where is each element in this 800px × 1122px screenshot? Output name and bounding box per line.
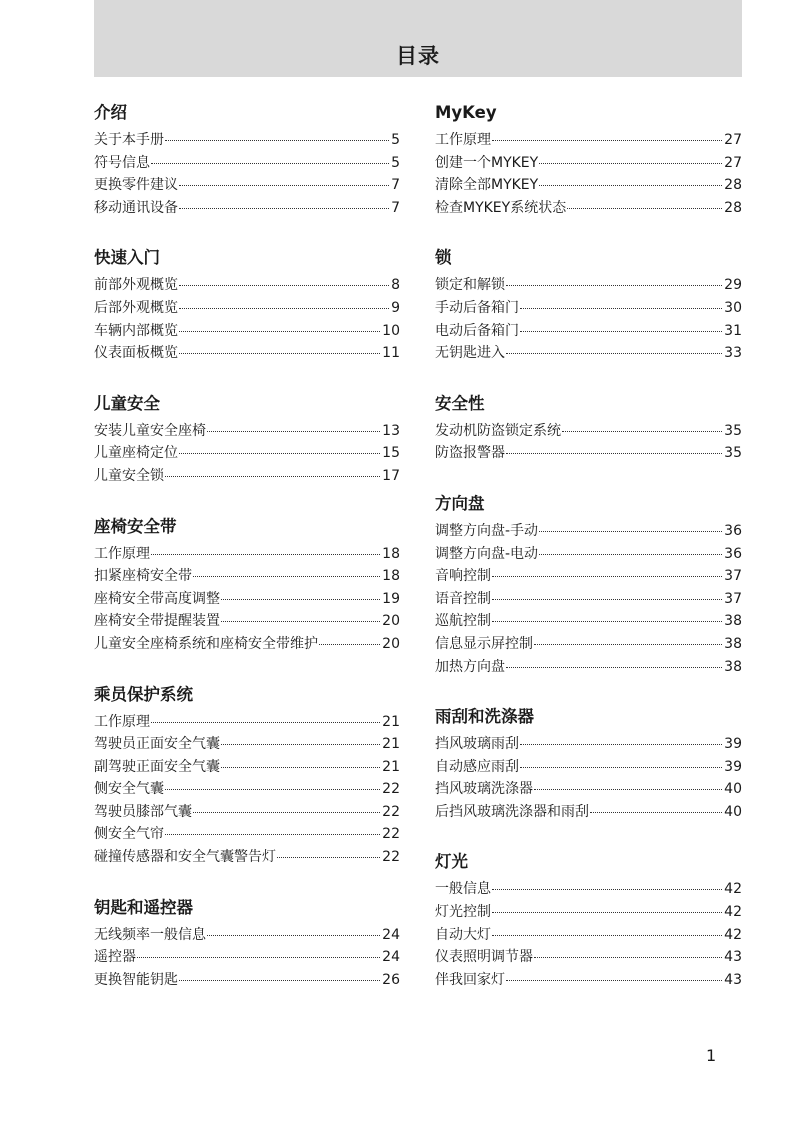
toc-entry-label: 更换智能钥匙 — [94, 971, 178, 988]
toc-entry-page: 21 — [382, 758, 400, 775]
toc-entry-page: 40 — [724, 803, 742, 820]
toc-entry[interactable] — [94, 633, 400, 656]
toc-entry[interactable] — [94, 342, 400, 365]
dot-leader — [492, 576, 722, 577]
section-title: 雨刮和洗涤器 — [435, 707, 534, 727]
toc-entry-page: 31 — [724, 322, 742, 339]
dot-leader — [539, 554, 722, 555]
toc-entry-page: 7 — [391, 177, 400, 194]
toc-entry[interactable] — [435, 969, 742, 992]
dot-leader — [506, 453, 722, 454]
toc-entry-label: 伴我回家灯 — [435, 971, 505, 988]
dot-leader — [179, 308, 389, 309]
toc-entry[interactable] — [94, 733, 400, 756]
toc-section — [435, 707, 742, 823]
toc-entry-label: 碰撞传感器和安全气囊警告灯 — [94, 849, 276, 866]
toc-entry-label: 锁定和解锁 — [435, 277, 505, 294]
dot-leader — [179, 208, 389, 209]
toc-entry[interactable] — [94, 297, 400, 320]
toc-entry-page: 15 — [382, 445, 400, 462]
dot-leader — [193, 576, 380, 577]
toc-entry-page: 38 — [724, 613, 742, 630]
toc-entry-page: 19 — [382, 590, 400, 607]
dot-leader — [539, 531, 722, 532]
toc-entry-label: 仪表照明调节器 — [435, 949, 533, 966]
dot-leader — [520, 331, 722, 332]
dot-leader — [492, 935, 722, 936]
toc-entry[interactable] — [94, 756, 400, 779]
section-gap — [94, 869, 400, 898]
toc-entry[interactable] — [94, 442, 400, 465]
dot-leader — [492, 912, 722, 913]
toc-entry[interactable] — [435, 656, 742, 679]
section-gap — [94, 488, 400, 517]
section-gap — [94, 365, 400, 394]
dot-leader — [221, 767, 380, 768]
toc-section — [435, 103, 742, 219]
dot-leader — [539, 163, 722, 164]
dot-leader — [506, 667, 722, 668]
toc-entry-page: 27 — [724, 154, 742, 171]
dot-leader — [492, 621, 722, 622]
toc-entry[interactable] — [435, 565, 742, 588]
toc-entry-page: 35 — [724, 422, 742, 439]
toc-entry-label: 检查MYKEY系统状态 — [435, 199, 567, 216]
toc-entry-label: 语音控制 — [435, 590, 491, 607]
toc-entry-page: 22 — [382, 826, 400, 843]
toc-entry[interactable] — [94, 946, 400, 969]
dot-leader — [221, 599, 380, 600]
toc-entry-page: 38 — [724, 635, 742, 652]
toc-entry-label: 仪表面板概览 — [94, 345, 178, 362]
dot-leader — [520, 744, 722, 745]
toc-entry[interactable] — [94, 565, 400, 588]
page-number: 1 — [706, 1046, 717, 1065]
toc-entry-page: 39 — [724, 736, 742, 753]
toc-entry[interactable] — [435, 297, 742, 320]
toc-entry-page: 18 — [382, 545, 400, 562]
toc-entry-label: 工作原理 — [435, 132, 491, 148]
dot-leader — [539, 185, 722, 186]
toc-entry-label: 侧安全气帘 — [94, 826, 164, 843]
dot-leader — [179, 353, 380, 354]
toc-section — [435, 248, 742, 364]
toc-entry[interactable] — [435, 543, 742, 566]
toc-entry[interactable] — [435, 610, 742, 633]
toc-entry[interactable] — [435, 901, 742, 924]
dot-leader — [520, 308, 722, 309]
toc-entry[interactable] — [94, 924, 400, 947]
toc-entry-label: 调整方向盘-手动 — [435, 522, 539, 539]
toc-entry-page: 39 — [724, 758, 742, 775]
dot-leader — [151, 163, 389, 164]
dot-leader — [221, 621, 380, 622]
section-title: 座椅安全带 — [94, 516, 177, 536]
dot-leader — [165, 789, 380, 790]
toc-entry[interactable] — [94, 320, 400, 343]
toc-left-column — [94, 103, 400, 991]
toc-entry-label: 移动通讯设备 — [94, 199, 178, 216]
section-title: 灯光 — [435, 852, 468, 872]
toc-entry[interactable] — [94, 588, 400, 611]
toc-entry[interactable] — [435, 152, 742, 175]
section-gap — [435, 678, 742, 707]
dot-leader — [567, 208, 722, 209]
toc-entry-label: 加热方向盘 — [435, 658, 505, 675]
section-gap — [435, 219, 742, 248]
toc-entry-page: 37 — [724, 568, 742, 585]
toc-entry-label: 座椅安全带提醒装置 — [94, 613, 220, 630]
toc-entry[interactable] — [435, 633, 742, 656]
toc-entry-page: 42 — [724, 881, 742, 898]
section-title: 锁 — [435, 248, 452, 268]
toc-entry-label: 儿童座椅定位 — [94, 445, 178, 462]
toc-entry-label: 挡风玻璃雨刮 — [435, 736, 519, 753]
dot-leader — [165, 140, 389, 141]
toc-entry[interactable] — [435, 274, 742, 297]
toc-entry-label: 自动感应雨刮 — [435, 758, 519, 775]
dot-leader — [277, 857, 380, 858]
toc-entry-label: 音响控制 — [435, 568, 491, 585]
toc-entry[interactable] — [435, 442, 742, 465]
toc-entry-page: 29 — [724, 277, 742, 294]
toc-entry-page: 26 — [382, 971, 400, 988]
section-gap — [435, 465, 742, 494]
toc-section — [94, 685, 400, 869]
toc-entry-label: 驾驶员膝部气囊 — [94, 803, 192, 820]
toc-entry-page: 43 — [724, 949, 742, 966]
toc-entry-page: 24 — [382, 926, 400, 943]
section-title: 快速入门 — [94, 248, 160, 268]
toc-entry[interactable] — [94, 610, 400, 633]
page-title: 目录 — [396, 44, 440, 68]
toc-entry[interactable] — [94, 174, 400, 197]
dot-leader — [506, 980, 722, 981]
toc-entry[interactable] — [94, 969, 400, 992]
toc-entry-label: 无线频率一般信息 — [94, 926, 206, 943]
toc-entry-label: 驾驶员正面安全气囊 — [94, 736, 220, 753]
toc-entry-page: 20 — [382, 635, 400, 652]
toc-entry[interactable] — [435, 801, 742, 824]
toc-entry-page: 28 — [724, 199, 742, 216]
toc-entry[interactable] — [94, 778, 400, 801]
header-banner — [94, 0, 742, 77]
toc-entry-page: 22 — [382, 849, 400, 866]
toc-entry-label: 巡航控制 — [435, 613, 491, 630]
dot-leader — [590, 812, 722, 813]
section-gap — [435, 823, 742, 852]
dot-leader — [179, 980, 380, 981]
dot-leader — [506, 353, 722, 354]
toc-entry-page: 42 — [724, 904, 742, 921]
toc-entry-label: 扣紧座椅安全带 — [94, 568, 192, 585]
toc-entry-page: 21 — [382, 713, 400, 730]
toc-entry-label: 前部外观概览 — [94, 277, 178, 294]
section-title: 乘员保护系统 — [94, 684, 193, 704]
section-title: 钥匙和遥控器 — [94, 897, 193, 917]
toc-entry-page: 13 — [382, 422, 400, 439]
toc-entry[interactable] — [94, 823, 400, 846]
dot-leader — [179, 185, 389, 186]
section-title: 方向盘 — [435, 493, 485, 513]
toc-entry-page: 36 — [724, 522, 742, 539]
toc-entry-label: 工作原理 — [94, 713, 150, 730]
toc-entry[interactable] — [435, 420, 742, 443]
toc-entry-page: 35 — [724, 445, 742, 462]
toc-entry[interactable] — [435, 520, 742, 543]
toc-entry-page: 5 — [391, 154, 400, 171]
dot-leader — [534, 644, 722, 645]
dot-leader — [506, 285, 722, 286]
toc-entry-page: 5 — [391, 132, 400, 148]
toc-entry-page: 21 — [382, 736, 400, 753]
toc-entry-page: 27 — [724, 132, 742, 148]
toc-entry-label: 工作原理 — [94, 545, 150, 562]
toc-entry[interactable] — [435, 197, 742, 220]
toc-entry[interactable] — [94, 420, 400, 443]
toc-entry-page: 18 — [382, 568, 400, 585]
toc-entry[interactable] — [435, 342, 742, 365]
dot-leader — [562, 431, 722, 432]
toc-entry-label: 安装儿童安全座椅 — [94, 422, 206, 439]
toc-right-column — [435, 103, 742, 991]
toc-entry-label: 后挡风玻璃洗涤器和雨刮 — [435, 803, 589, 820]
dot-leader — [179, 285, 389, 286]
toc-entry-label: 防盗报警器 — [435, 445, 505, 462]
dot-leader — [193, 812, 380, 813]
toc-entry-label: 儿童安全锁 — [94, 467, 164, 484]
toc-entry-page: 36 — [724, 545, 742, 562]
toc-section — [435, 494, 742, 678]
toc-entry-page: 37 — [724, 590, 742, 607]
toc-entry-page: 38 — [724, 658, 742, 675]
toc-entry[interactable] — [435, 588, 742, 611]
toc-entry-label: 挡风玻璃洗涤器 — [435, 781, 533, 798]
toc-entry[interactable] — [435, 129, 742, 152]
toc-entry-label: 无钥匙进入 — [435, 345, 505, 362]
toc-entry-label: 自动大灯 — [435, 926, 491, 943]
toc-entry[interactable] — [94, 197, 400, 220]
dot-leader — [319, 644, 380, 645]
toc-entry-page: 9 — [391, 299, 400, 316]
toc-entry-label: 车辆内部概览 — [94, 322, 178, 339]
toc-entry[interactable] — [435, 756, 742, 779]
toc-entry[interactable] — [435, 878, 742, 901]
toc-entry-page: 24 — [382, 949, 400, 966]
toc-entry[interactable] — [435, 924, 742, 947]
dot-leader — [165, 834, 380, 835]
dot-leader — [151, 722, 380, 723]
dot-leader — [207, 935, 380, 936]
toc-entry-page: 17 — [382, 467, 400, 484]
toc-entry-page: 22 — [382, 803, 400, 820]
dot-leader — [534, 789, 722, 790]
section-title: 儿童安全 — [94, 393, 160, 413]
toc-entry-label: 侧安全气囊 — [94, 781, 164, 798]
toc-entry[interactable] — [435, 778, 742, 801]
toc-entry[interactable] — [435, 946, 742, 969]
toc-entry[interactable] — [94, 543, 400, 566]
section-title: MyKey — [435, 103, 497, 122]
toc-entry-page: 8 — [391, 277, 400, 294]
toc-section — [435, 852, 742, 991]
toc-entry-label: 符号信息 — [94, 154, 150, 171]
section-title: 安全性 — [435, 393, 485, 413]
toc-section — [94, 394, 400, 488]
section-gap — [94, 219, 400, 248]
toc-entry[interactable] — [435, 320, 742, 343]
toc-entry-page: 30 — [724, 299, 742, 316]
toc-entry[interactable] — [435, 174, 742, 197]
toc-section — [94, 898, 400, 992]
toc-entry-label: 后部外观概览 — [94, 299, 178, 316]
toc-entry-label: 信息显示屏控制 — [435, 635, 533, 652]
toc-entry[interactable] — [94, 152, 400, 175]
toc-entry-label: 发动机防盗锁定系统 — [435, 422, 561, 439]
toc-entry[interactable] — [94, 846, 400, 869]
toc-entry[interactable] — [94, 801, 400, 824]
section-gap — [94, 656, 400, 685]
toc-entry-label: 关于本手册 — [94, 132, 164, 148]
toc-entry-page: 40 — [724, 781, 742, 798]
toc-entry-label: 手动后备箱门 — [435, 299, 519, 316]
toc-entry-label: 副驾驶正面安全气囊 — [94, 758, 220, 775]
toc-section — [94, 103, 400, 219]
toc-entry-page: 22 — [382, 781, 400, 798]
dot-leader — [534, 957, 722, 958]
toc-entry-page: 11 — [382, 345, 400, 362]
toc-entry-page: 43 — [724, 971, 742, 988]
dot-leader — [137, 957, 380, 958]
toc-entry[interactable] — [94, 129, 400, 152]
toc-entry[interactable] — [435, 733, 742, 756]
toc-entry-label: 调整方向盘-电动 — [435, 545, 539, 562]
section-gap — [435, 365, 742, 394]
toc-section — [94, 517, 400, 656]
toc-entry-label: 清除全部MYKEY — [435, 177, 539, 194]
toc-entry-page: 42 — [724, 926, 742, 943]
toc-entry-page: 20 — [382, 613, 400, 630]
toc-entry-label: 创建一个MYKEY — [435, 154, 539, 171]
toc-section — [435, 394, 742, 465]
toc-entry-label: 座椅安全带高度调整 — [94, 590, 220, 607]
toc-entry-label: 一般信息 — [435, 881, 491, 898]
toc-entry[interactable] — [94, 465, 400, 488]
dot-leader — [179, 453, 380, 454]
toc-entry-page: 28 — [724, 177, 742, 194]
toc-entry-label: 儿童安全座椅系统和座椅安全带维护 — [94, 635, 318, 652]
dot-leader — [492, 889, 722, 890]
dot-leader — [165, 476, 380, 477]
toc-entry-label: 遥控器 — [94, 949, 136, 966]
dot-leader — [520, 767, 722, 768]
dot-leader — [221, 744, 380, 745]
toc-entry[interactable] — [94, 711, 400, 734]
toc-entry-label: 更换零件建议 — [94, 177, 178, 194]
toc-entry-page: 10 — [382, 322, 400, 339]
toc-section — [94, 248, 400, 364]
dot-leader — [179, 331, 380, 332]
toc-entry-page: 7 — [391, 199, 400, 216]
toc-entry-page: 33 — [724, 345, 742, 362]
section-title: 介绍 — [94, 103, 127, 122]
dot-leader — [151, 554, 380, 555]
toc-entry-label: 灯光控制 — [435, 904, 491, 921]
dot-leader — [207, 431, 380, 432]
toc-entry-label: 电动后备箱门 — [435, 322, 519, 339]
toc-entry[interactable] — [94, 274, 400, 297]
dot-leader — [492, 599, 722, 600]
dot-leader — [492, 140, 722, 141]
